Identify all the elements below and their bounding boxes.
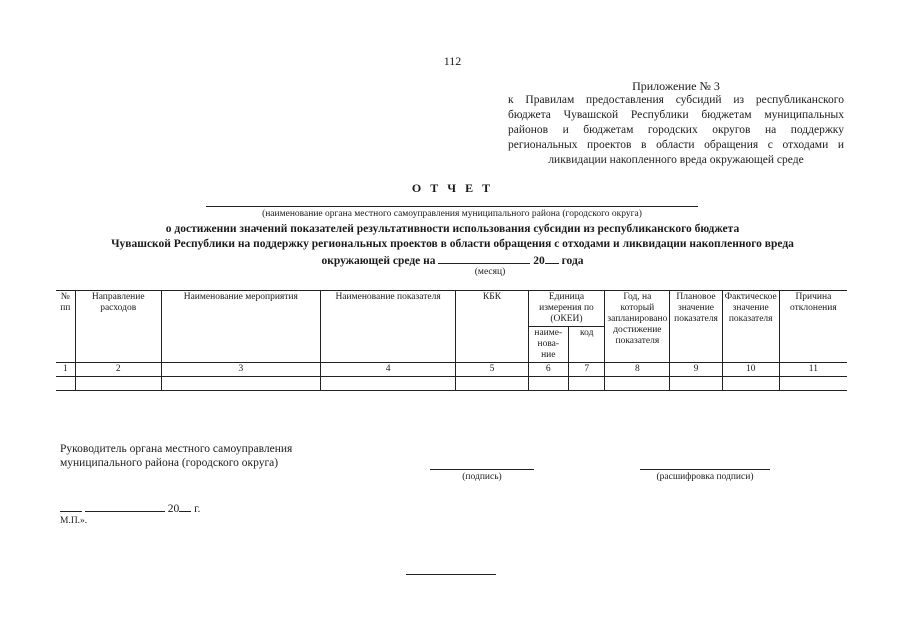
table-row	[56, 377, 847, 391]
header-plan-value: Плановое значение показателя	[670, 291, 722, 363]
page-number: 112	[443, 54, 462, 68]
column-number: 5	[456, 363, 528, 377]
date-year: 20	[167, 503, 180, 515]
header-actual-value: Фактическое значение показателя	[722, 291, 779, 363]
head-signature-label	[60, 442, 292, 470]
table-cell	[528, 377, 568, 391]
table-cell	[56, 377, 75, 391]
org-name-line	[206, 206, 698, 207]
date-year-fill-line	[179, 500, 191, 512]
head-line-2: муниципального района (городского округа)	[60, 457, 279, 469]
month-fill-line	[438, 252, 530, 264]
subtitle-line-2: Чувашской Республики на поддержку региональных проектов в области обращения с отходами и ликвидации накопленного вреда	[111, 238, 794, 250]
subtitle-line-3-prefix: окружающей среде на	[321, 255, 436, 267]
org-caption: (наименование органа местного самоуправления муниципального района (городского округа)	[262, 209, 642, 219]
column-number: 6	[528, 363, 568, 377]
date-suffix: г.	[194, 503, 201, 515]
header-unit-code: код	[569, 327, 605, 363]
header-unit-name: наиме-нова-ние	[528, 327, 568, 363]
header-reason: Причина отклонения	[779, 291, 847, 363]
header-no: № пп	[56, 291, 75, 363]
header-indicator: Наименование показателя	[320, 291, 456, 363]
date-line	[60, 500, 200, 515]
table-cell	[722, 377, 779, 391]
table-cell	[605, 377, 670, 391]
head-line-1: Руководитель органа местного самоуправления	[60, 443, 293, 455]
year-prefix: 20	[533, 255, 545, 267]
decode-caption: (расшифровка подписи)	[656, 472, 754, 482]
stamp-label: М.П.».	[60, 516, 88, 526]
table-cell	[569, 377, 605, 391]
footer-line	[406, 574, 496, 575]
signature-caption: (подпись)	[462, 472, 502, 482]
table-cell	[779, 377, 847, 391]
day-fill-line	[60, 500, 82, 512]
header-event: Наименование мероприятия	[161, 291, 320, 363]
column-number: 1	[56, 363, 75, 377]
header-kbk: КБК	[456, 291, 528, 363]
header-year-planned: Год, на который запланировано достижение показателя	[605, 291, 670, 363]
report-title: О Т Ч Е Т	[411, 181, 494, 195]
column-number: 3	[161, 363, 320, 377]
column-number: 11	[779, 363, 847, 377]
table-cell	[670, 377, 722, 391]
table-cell	[75, 377, 161, 391]
table-cell	[456, 377, 528, 391]
month-fill-line	[85, 500, 165, 512]
header-unit: Единица измерения по (ОКЕИ)	[528, 291, 605, 327]
column-number: 8	[605, 363, 670, 377]
table-cell	[320, 377, 456, 391]
year-fill-line	[545, 252, 559, 264]
decode-line	[640, 469, 770, 470]
header-direction: Направление расходов	[75, 291, 161, 363]
column-number: 10	[722, 363, 779, 377]
report-subtitle	[40, 222, 865, 269]
column-number: 2	[75, 363, 161, 377]
month-caption: (месяц)	[474, 267, 506, 277]
report-table	[56, 290, 847, 391]
column-number: 9	[670, 363, 722, 377]
subtitle-line-3-suffix: года	[561, 255, 584, 267]
appendix-title: Приложение № 3	[632, 79, 720, 93]
column-number: 7	[569, 363, 605, 377]
signature-line	[430, 469, 534, 470]
subtitle-line-1: о достижении значений показателей результативности использования субсидии из республиканского бюджета	[165, 223, 740, 235]
column-number: 4	[320, 363, 456, 377]
table-cell	[161, 377, 320, 391]
appendix-text: к Правилам предоставления субсидий из республиканского бюджета Чувашской Республики бюджетам муниципальных районов и бюджетам городских округов на поддержку региональных проектов в области обращения с отходами и ликвидации накопленного вреда окружающей среде	[508, 94, 844, 166]
